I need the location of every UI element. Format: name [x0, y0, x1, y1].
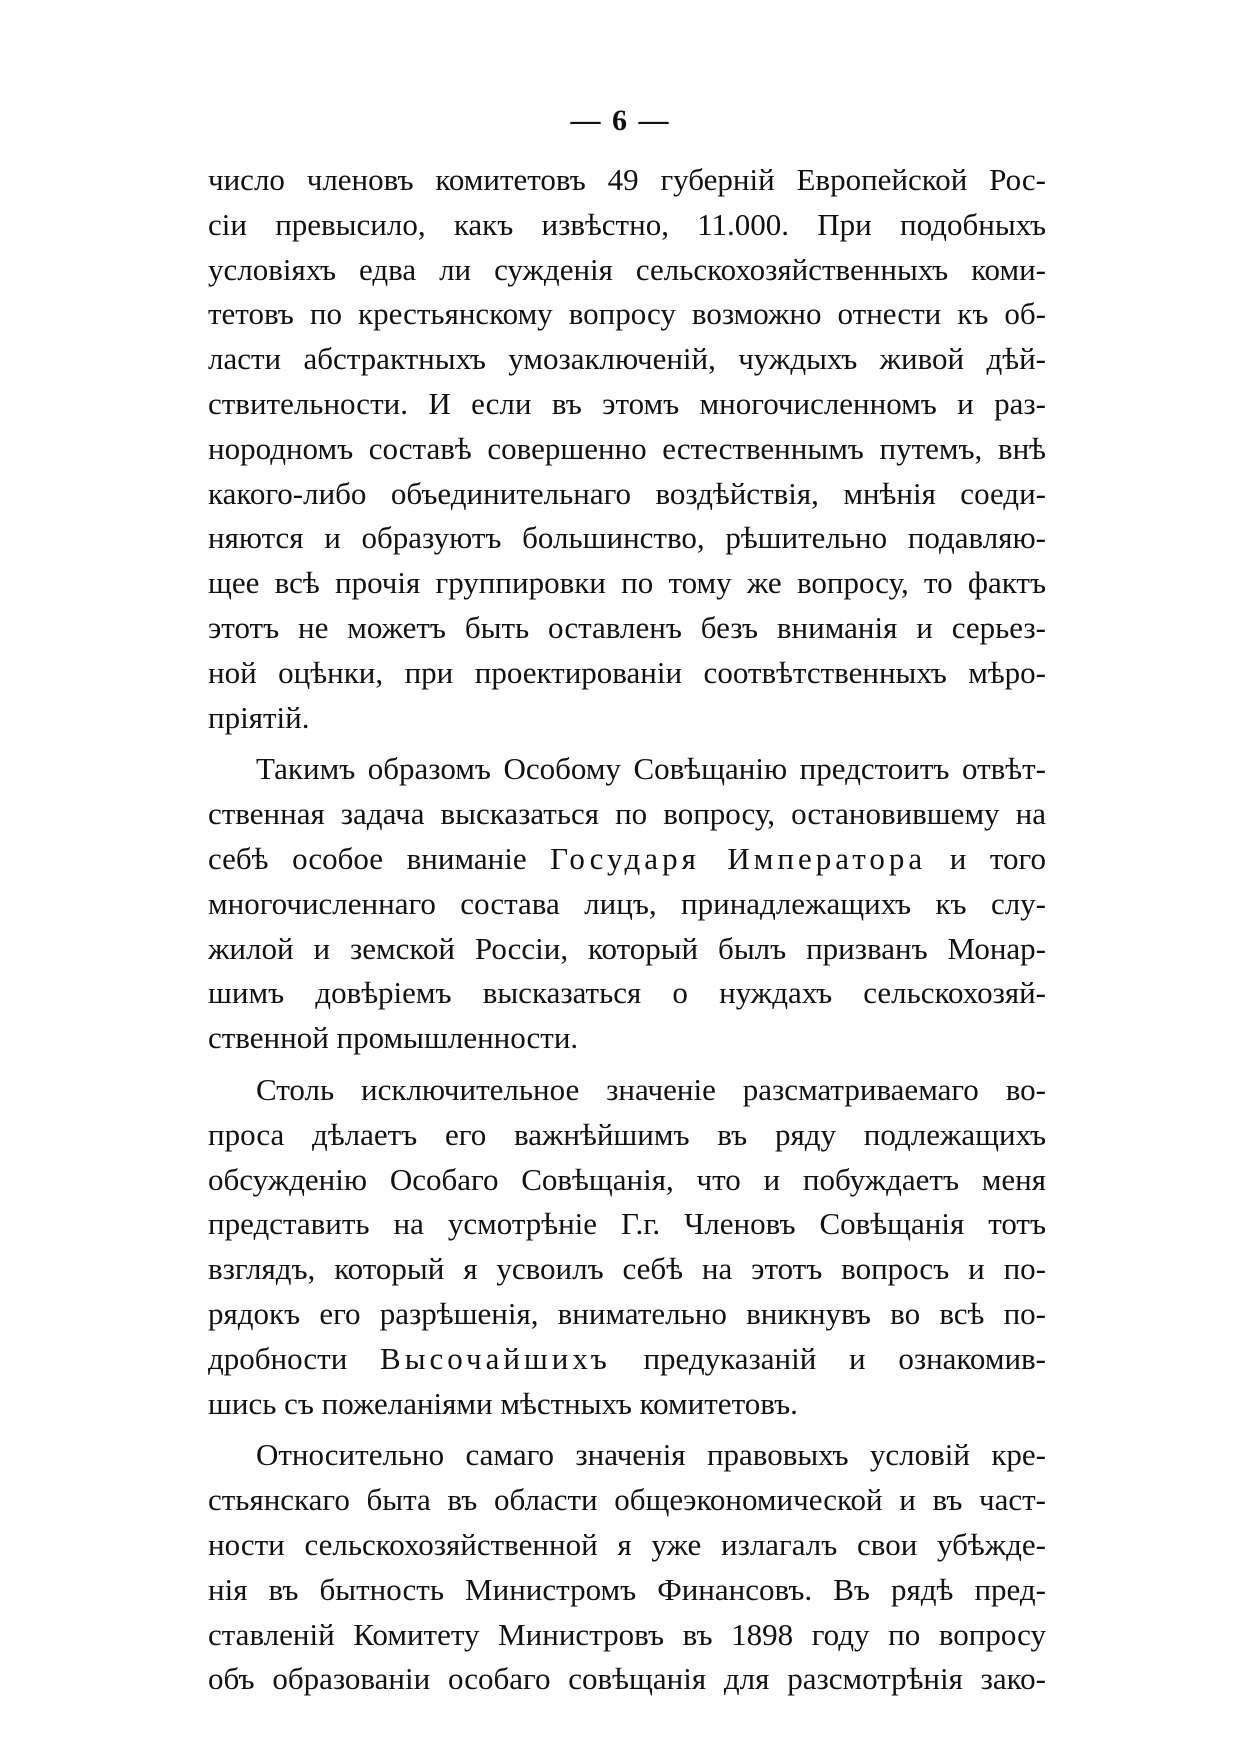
text-line: ственная задача высказаться по вопросу, остановившему на [208, 796, 1046, 832]
text-line-mixed [208, 1337, 1046, 1382]
body-text [208, 158, 1046, 1702]
page-number: — 6 — [570, 104, 671, 137]
text-line: щее всѣ прочія группировки по тому же вопросу, то фактъ [208, 565, 1046, 601]
paragraph-4 [208, 1433, 1046, 1702]
text-line: жилой и земской Россіи, который былъ призванъ Монар- [208, 930, 1046, 966]
text-line: представить на усмотрѣніе Г.г. Членовъ Совѣщанія тотъ [208, 1206, 1046, 1242]
paragraph-3 [208, 1068, 1046, 1426]
text-line: Такимъ образомъ Особому Совѣщанію предстоитъ отвѣт- [256, 751, 1046, 787]
text-line: многочисленнаго состава лицъ, принадлежащихъ къ слу- [208, 885, 1046, 921]
text-line: объ образованіи особаго совѣщанія для разсмотрѣнія зако- [208, 1661, 1046, 1697]
text-line: какого-либо объединительнаго воздѣйствія, мнѣнія соеди- [208, 475, 1046, 511]
text-segment: дробности [208, 1340, 348, 1376]
text-line: ствительности. И если въ этомъ многочисленномъ и раз- [208, 385, 1046, 421]
text-line: ности сельскохозяйственной я уже излагалъ свои убѣжде- [208, 1526, 1046, 1562]
text-line: стьянскаго быта въ области общеэкономической и въ част- [208, 1482, 1046, 1518]
text-segment: себѣ особое вниманіе [208, 840, 527, 876]
text-line: тетовъ по крестьянскому вопросу возможно отнести къ об- [208, 296, 1046, 332]
text-line: шимъ довѣріемъ высказаться о нуждахъ сельскохозяй- [208, 975, 1046, 1011]
emphasized-title: Государя Императора [550, 840, 927, 876]
text-line: Относительно самаго значенія правовыхъ условій кре- [256, 1437, 1046, 1473]
text-line: ственной промышленности. [208, 1020, 579, 1056]
text-line: этотъ не можетъ быть оставленъ безъ вниманія и серьез- [208, 609, 1046, 645]
paragraph-2 [208, 747, 1046, 1061]
text-line: ласти абстрактныхъ умозаключеній, чуждыхъ живой дѣй- [208, 341, 1046, 377]
text-line: няются и образуютъ большинство, рѣшительно подавляю- [208, 520, 1046, 556]
text-line: рядокъ его разрѣшенія, внимательно вникнувъ во всѣ по- [208, 1295, 1046, 1331]
text-line-mixed [208, 837, 1046, 882]
text-line: число членовъ комитетовъ 49 губерній Европейской Рос- [208, 162, 1046, 197]
text-line: обсужденію Особаго Совѣщанія, что и побуждаетъ меня [208, 1161, 1046, 1197]
text-line: ставленій Комитету Министровъ въ 1898 году по вопросу [208, 1616, 1046, 1652]
emphasized-title: Высочайшихъ [380, 1340, 611, 1376]
text-line: условіяхъ едва ли сужденія сельскохозяйственныхъ коми- [208, 251, 1046, 287]
text-line: нія въ бытность Министромъ Финансовъ. Въ рядѣ пред- [208, 1571, 1046, 1607]
text-line: нородномъ составѣ совершенно естественнымъ путемъ, внѣ [208, 430, 1046, 466]
text-segment: предуказаній и ознакомив- [643, 1340, 1046, 1376]
text-segment: и того [949, 840, 1046, 876]
text-line: пріятій. [208, 699, 310, 735]
text-line: Столь исключительное значеніе разсматриваемаго во- [256, 1071, 1046, 1107]
text-line: сіи превысило, какъ извѣстно, 11.000. При подобныхъ [208, 206, 1046, 242]
text-line: проса дѣлаетъ его важнѣйшимъ въ ряду подлежащихъ [208, 1116, 1046, 1152]
text-line: шись съ пожеланіями мѣстныхъ комитетовъ. [208, 1385, 798, 1421]
text-line: взглядъ, который я усвоилъ себѣ на этотъ вопросъ и по- [208, 1251, 1046, 1287]
paragraph-1 [208, 158, 1046, 740]
text-line: ной оцѣнки, при проектированіи соотвѣтственныхъ мѣро- [208, 654, 1046, 690]
